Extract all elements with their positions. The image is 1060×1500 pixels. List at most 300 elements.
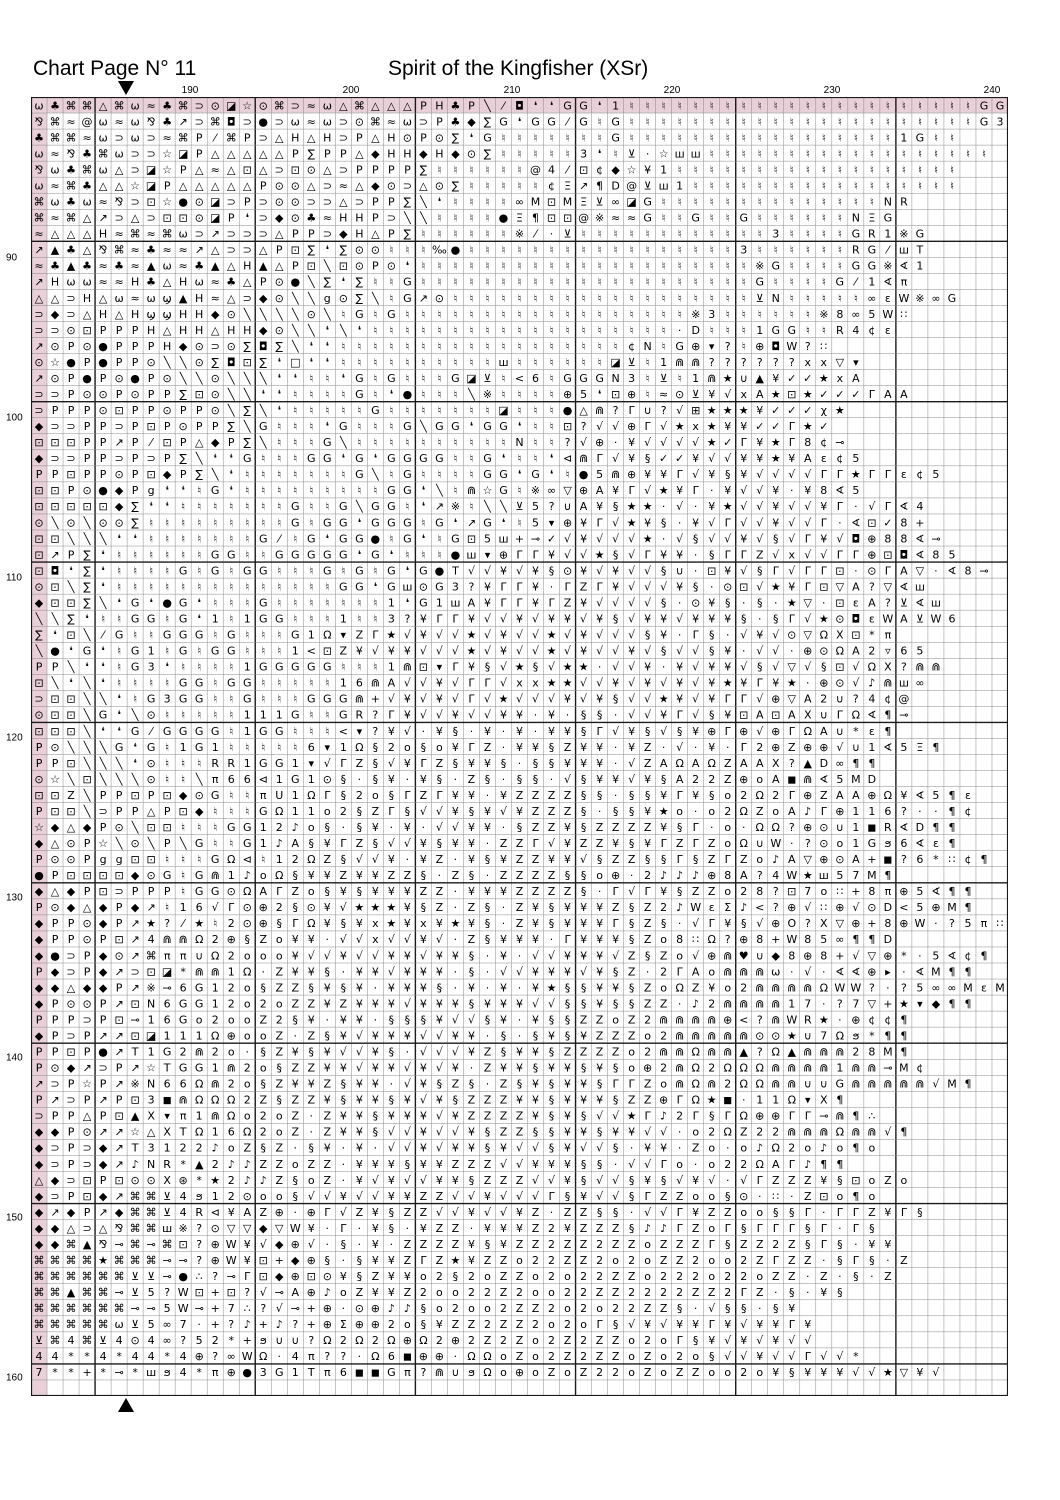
stitch-symbol: ♮ [694,228,698,241]
stitch-symbol: P [84,1046,91,1059]
stitch-symbol: ◆ [339,228,348,241]
stitch-symbol: Z [516,1126,524,1139]
stitch-symbol: ∢ [915,837,924,850]
stitch-symbol: √ [436,709,444,722]
stitch-symbol: ¥ [500,1062,507,1075]
stitch-symbol: ※ [915,292,924,305]
stitch-symbol: A [676,773,684,786]
stitch-symbol: ¶ [836,1158,843,1171]
stitch-symbol: G [563,372,572,385]
stitch-symbol: ⊃ [50,452,59,465]
stitch-symbol: ⋒ [371,677,380,690]
stitch-symbol: ❛ [342,276,346,289]
stitch-symbol: ⊕ [659,1094,668,1107]
stitch-symbol: ⊃ [82,1013,91,1026]
stitch-symbol: ⊙ [50,853,59,866]
stitch-symbol: 4 [148,933,155,946]
stitch-symbol: o [644,1238,651,1251]
stitch-symbol: ∞ [611,196,620,209]
stitch-symbol: 5 [148,1318,155,1331]
stitch-symbol: Z [516,1238,524,1251]
stitch-symbol: △ [323,163,332,176]
stitch-symbol: ♮ [886,147,890,160]
stitch-symbol: ♮ [790,244,794,257]
stitch-symbol: √ [932,1078,940,1091]
stitch-symbol: ◆ [259,324,268,337]
stitch-symbol: ♪ [804,1158,811,1171]
stitch-symbol: ♮ [646,388,650,401]
stitch-symbol: ♮ [534,324,538,337]
stitch-symbol: ⊡ [50,532,59,545]
stitch-symbol: G [307,452,316,465]
stitch-symbol: 2 [708,773,715,786]
stitch-symbol: ¥ [372,1078,379,1091]
stitch-symbol: ▾ [805,1094,811,1107]
stitch-symbol: ♮ [277,645,281,658]
stitch-symbol: ¥ [340,885,347,898]
stitch-symbol: ¥ [772,516,779,529]
stitch-symbol: ⋒ [435,1366,444,1379]
stitch-symbol: Z [516,1270,524,1283]
stitch-symbol: ¥ [388,981,395,994]
stitch-symbol: √ [500,613,508,626]
stitch-symbol: ▽ [836,917,845,930]
stitch-symbol: √ [420,709,428,722]
stitch-symbol: o [740,1142,747,1155]
stitch-symbol: Ω [387,1334,395,1347]
stitch-symbol: ш [899,244,909,257]
stitch-symbol: H [435,147,443,160]
stitch-symbol: ? [725,340,731,353]
stitch-symbol: § [661,516,667,529]
stitch-symbol: □ [290,356,300,369]
stitch-symbol: Z [308,1158,316,1171]
stitch-symbol: ⋒ [771,1062,780,1075]
stitch-symbol: A [756,388,764,401]
stitch-symbol: ⊲ [563,452,572,465]
stitch-symbol: § [837,1254,843,1267]
stitch-symbol: ♮ [694,276,698,289]
stitch-symbol: ⌘ [98,1286,109,1299]
stitch-symbol: 2 [660,965,667,978]
stitch-symbol: ¥ [564,837,571,850]
stitch-symbol: Z [644,741,652,754]
stitch-symbol: P [116,388,123,401]
stitch-symbol: G [595,372,604,385]
stitch-symbol: Γ [292,917,299,930]
stitch-symbol: ? [180,1334,186,1347]
stitch-symbol: ★ [370,901,380,914]
stitch-symbol: ? [196,1222,202,1235]
stitch-symbol: ⊕ [819,741,828,754]
stitch-symbol: ¶ [596,180,603,193]
stitch-symbol: 5 [916,981,923,994]
stitch-symbol: 5 [932,949,939,962]
stitch-symbol: √ [388,693,396,706]
stitch-symbol: · [694,741,698,754]
stitch-symbol: § [437,1078,443,1091]
stitch-symbol: ? [901,853,907,866]
stitch-symbol: ↗ [179,115,188,128]
stitch-symbol: 8 [804,436,811,449]
stitch-symbol: W [786,933,797,946]
stitch-symbol: ♪ [244,1174,251,1187]
stitch-symbol: Γ [837,1206,844,1219]
stitch-symbol: A [788,709,796,722]
stitch-symbol: ↗ [130,981,139,994]
stitch-symbol: o [196,1013,203,1026]
stitch-symbol: √ [756,468,764,481]
stitch-symbol: 2 [724,1078,731,1091]
stitch-symbol: ♮ [389,420,393,433]
stitch-symbol: P [420,131,427,144]
stitch-symbol: H [195,292,203,305]
stitch-symbol: ¥ [404,1270,411,1283]
stitch-symbol: √ [388,1142,396,1155]
stitch-symbol: ⊡ [114,404,123,417]
stitch-symbol: § [357,805,363,818]
stitch-symbol: ♮ [325,613,329,626]
stitch-symbol: ❛ [293,372,297,385]
stitch-symbol: ♮ [918,147,922,160]
stitch-symbol: ⊻ [131,1318,139,1331]
stitch-symbol: ¥ [580,516,587,529]
stitch-symbol: Γ [725,1110,732,1123]
stitch-symbol: · [758,1190,762,1203]
stitch-symbol: · [310,1126,314,1139]
stitch-symbol: Z [516,1302,524,1315]
stitch-symbol: ¶ [852,1142,859,1155]
stitch-symbol: § [581,981,587,994]
stitch-symbol: Z [644,1366,652,1379]
stitch-symbol: < [307,645,316,658]
stitch-symbol: ¥ [308,1222,315,1235]
stitch-symbol: G [916,228,925,241]
stitch-symbol: ♪ [692,869,699,882]
stitch-symbol: · [598,805,602,818]
stitch-symbol: ♮ [550,147,554,160]
stitch-symbol: · [518,757,522,770]
stitch-symbol: √ [452,1190,460,1203]
stitch-symbol: Z [404,1206,412,1219]
stitch-symbol: ¥ [756,404,763,417]
stitch-symbol: ⊡ [867,516,876,529]
stitch-symbol: G [323,452,332,465]
stitch-symbol: ♮ [902,99,906,112]
stitch-symbol: o [756,1270,763,1283]
stitch-symbol: 2 [276,821,283,834]
stitch-symbol: √ [580,965,588,978]
stitch-symbol: ¥ [500,1238,507,1251]
stitch-symbol: G [227,677,236,690]
stitch-symbol: √ [548,997,556,1010]
stitch-symbol: √ [516,1158,524,1171]
stitch-symbol: ♮ [485,356,489,369]
stitch-symbol: ¥ [548,725,555,738]
stitch-symbol: ❛ [310,356,314,369]
stitch-symbol: ♮ [181,532,185,545]
stitch-symbol: ◪ [146,163,156,176]
stitch-symbol: Γ [789,1318,796,1331]
stitch-symbol: § [581,805,587,818]
stitch-symbol: √ [740,516,748,529]
stitch-symbol: ◆ [35,837,44,850]
stitch-symbol: ♮ [934,99,938,112]
stitch-symbol: ♮ [437,324,441,337]
stitch-symbol: Z [500,1126,508,1139]
stitch-symbol: ¥ [436,1158,443,1171]
stitch-symbol: √ [564,629,572,642]
stitch-symbol: G [307,532,316,545]
stitch-symbol: ♮ [229,532,233,545]
stitch-symbol: √ [804,965,812,978]
stitch-symbol: Ω [307,917,315,930]
stitch-symbol: Γ [532,837,539,850]
stitch-symbol: ш [675,147,685,160]
stitch-symbol: √ [500,677,508,690]
stitch-symbol: ♮ [886,180,890,193]
stitch-symbol: ¥ [580,532,587,545]
stitch-symbol: ⊃ [227,228,236,241]
stitch-symbol: ♮ [790,212,794,225]
stitch-symbol: Γ [276,885,283,898]
stitch-symbol: ♮ [550,388,554,401]
stitch-symbol: ω [66,276,75,289]
stitch-symbol: § [260,1078,266,1091]
stitch-symbol: 2 [436,1334,443,1347]
stitch-symbol: ╲ [259,307,268,321]
stitch-symbol: ⊻ [644,180,652,193]
stitch-symbol: ※ [147,981,156,994]
stitch-symbol: ★ [723,677,733,690]
stitch-symbol: √ [500,965,508,978]
stitch-symbol: ¥ [404,709,411,722]
stitch-symbol: Ω [756,821,764,834]
stitch-symbol: ⊲ [259,773,268,786]
stitch-symbol: ♪ [292,821,299,834]
stitch-symbol: ∑ [131,500,139,513]
stitch-symbol: ⊡ [307,1270,316,1283]
stitch-symbol: ♮ [213,580,217,593]
stitch-symbol: ⌘ [34,1318,45,1331]
stitch-symbol: ∑ [260,356,268,369]
stitch-symbol: H [291,131,299,144]
stitch-symbol: o [644,1029,651,1042]
stitch-symbol: ♮ [357,420,361,433]
stitch-symbol: ¥ [628,436,635,449]
stitch-symbol: ∪ [756,837,764,850]
stitch-symbol: ¥ [772,372,779,385]
stitch-symbol: Z [67,789,75,802]
stitch-symbol: ❛ [101,661,105,674]
stitch-symbol: ♮ [934,180,938,193]
stitch-symbol: ★ [627,1110,637,1123]
stitch-symbol: D [611,180,619,193]
stitch-symbol: o [820,885,827,898]
stitch-symbol: ¢ [884,1013,891,1026]
stitch-symbol: ≈ [130,244,139,257]
stitch-symbol: Z [724,773,732,786]
stitch-symbol: G [643,196,652,209]
stitch-symbol: § [260,1142,266,1155]
stitch-symbol: ♮ [229,564,233,577]
stitch-symbol: 1 [244,661,251,674]
stitch-symbol: A [804,452,812,465]
stitch-symbol: G [387,308,396,321]
stitch-symbol: Z [548,885,556,898]
stitch-symbol: ☆ [82,1078,92,1091]
stitch-symbol: Z [692,1142,700,1155]
stitch-symbol: ♮ [341,661,345,674]
stitch-symbol: 5 [580,388,587,401]
stitch-symbol: √ [628,693,636,706]
stitch-symbol: ⊸ [835,436,844,449]
stitch-symbol: ⊕ [259,901,268,914]
stitch-symbol: 7 [820,1029,827,1042]
stitch-symbol: ¥ [564,1222,571,1235]
stitch-symbol: ⋒ [707,1046,716,1059]
stitch-symbol: ⊃ [114,212,123,225]
stitch-symbol: ★ [98,1254,108,1267]
stitch-symbol: Z [708,837,716,850]
stitch-symbol: ♮ [485,212,489,225]
stitch-symbol: ∢ [947,949,956,962]
stitch-symbol: § [533,1062,539,1075]
stitch-symbol: ♮ [502,260,506,273]
stitch-symbol: ★ [547,629,557,642]
stitch-symbol: ¥ [324,917,331,930]
stitch-symbol: ♮ [598,260,602,273]
stitch-symbol: Ω [355,741,363,754]
stitch-symbol: ♪ [644,1222,651,1235]
stitch-symbol: o [532,1350,539,1363]
stitch-symbol: P [116,356,123,369]
stitch-symbol: ♮ [421,436,425,449]
stitch-symbol: ◆ [131,869,140,882]
stitch-symbol: ※ [179,1222,188,1235]
stitch-symbol: ╲ [419,195,428,209]
stitch-symbol: ⋒ [195,965,204,978]
stitch-symbol: G [211,885,220,898]
stitch-symbol: ╲ [115,772,124,786]
stitch-symbol: ⊕ [771,1110,780,1123]
stitch-symbol: √ [772,645,780,658]
stitch-symbol: Z [372,1270,380,1283]
stitch-symbol: Ω [740,1062,748,1075]
stitch-symbol: ¥ [692,1206,699,1219]
stitch-symbol: Z [820,789,828,802]
stitch-symbol: ⁄ [147,725,154,738]
stitch-symbol: ♣ [66,196,76,209]
stitch-symbol: √ [484,629,492,642]
stitch-symbol: ∑ [356,292,364,305]
stitch-symbol: √ [740,500,748,513]
stitch-symbol: H [339,212,347,225]
stitch-symbol: ¥ [516,1094,523,1107]
stitch-symbol: ♮ [726,131,730,144]
stitch-symbol: ❛ [454,516,458,529]
stitch-symbol: ¥ [500,981,507,994]
stitch-symbol: ⊙ [275,196,284,209]
stitch-symbol: ♮ [325,580,329,593]
stitch-symbol: ▲ [51,244,60,257]
stitch-symbol: ≈ [98,260,107,273]
stitch-symbol: Ω [691,1078,699,1091]
stitch-symbol: ∞ [931,981,940,994]
stitch-symbol: Ω [275,805,283,818]
stitch-symbol: ϧ [468,1366,475,1379]
stitch-symbol: ※ [691,308,700,321]
stitch-symbol: √ [644,1206,652,1219]
stitch-symbol: ⊙ [50,741,59,754]
stitch-symbol: ¥ [420,933,427,946]
stitch-symbol: ⋒ [211,965,220,978]
stitch-symbol: P [52,468,59,481]
stitch-symbol: § [645,949,651,962]
stitch-symbol: ♮ [598,324,602,337]
stitch-symbol: ≈ [163,244,172,257]
stitch-symbol: ♮ [421,324,425,337]
stitch-symbol: √ [564,645,572,658]
stitch-symbol: ш [466,548,476,561]
stitch-symbol: ♮ [614,276,618,289]
stitch-symbol: ♮ [357,484,361,497]
stitch-symbol: Z [740,1238,748,1251]
stitch-symbol: § [645,725,651,738]
stitch-symbol: ╲ [131,772,140,786]
stitch-symbol: Ω [323,1334,331,1347]
stitch-symbol: ¥ [516,1046,523,1059]
stitch-symbol: 1 [212,1190,219,1203]
stitch-symbol: 2 [484,1286,491,1299]
stitch-symbol: ↗ [114,965,123,978]
stitch-symbol: ★ [450,1254,460,1267]
stitch-symbol: ⊃ [339,131,348,144]
stitch-symbol: Γ [693,1110,700,1123]
stitch-symbol: ♮ [822,196,826,209]
stitch-symbol: A [756,709,764,722]
stitch-symbol: Z [564,596,572,609]
stitch-symbol: P [52,997,59,1010]
stitch-symbol: ♮ [421,516,425,529]
stitch-symbol: 8 [756,933,763,946]
stitch-symbol: Ω [275,869,283,882]
stitch-symbol: ♮ [694,163,698,176]
stitch-symbol: △ [355,180,364,193]
stitch-symbol: 2 [212,933,219,946]
stitch-symbol: ⌘ [274,99,285,112]
stitch-symbol: ❛ [149,596,153,609]
stitch-symbol: G [419,564,428,577]
stitch-symbol: ♮ [774,147,778,160]
stitch-symbol: ? [324,1350,330,1363]
stitch-symbol: ♮ [710,115,714,128]
stitch-symbol: § [613,693,619,706]
stitch-symbol: 2 [212,1334,219,1347]
stitch-symbol: ❛ [374,452,378,465]
stitch-symbol: ☆ [130,180,140,193]
stitch-symbol: Γ [388,709,395,722]
stitch-symbol: ♮ [405,436,409,449]
stitch-symbol: G [403,452,412,465]
stitch-symbol: √ [532,693,540,706]
stitch-symbol: ♮ [726,196,730,209]
stitch-symbol: √ [804,661,812,674]
stitch-symbol: ◼ [787,773,796,786]
stitch-symbol: ♮ [518,308,522,321]
stitch-symbol: ♮ [229,725,233,738]
stitch-symbol: ¥ [532,965,539,978]
